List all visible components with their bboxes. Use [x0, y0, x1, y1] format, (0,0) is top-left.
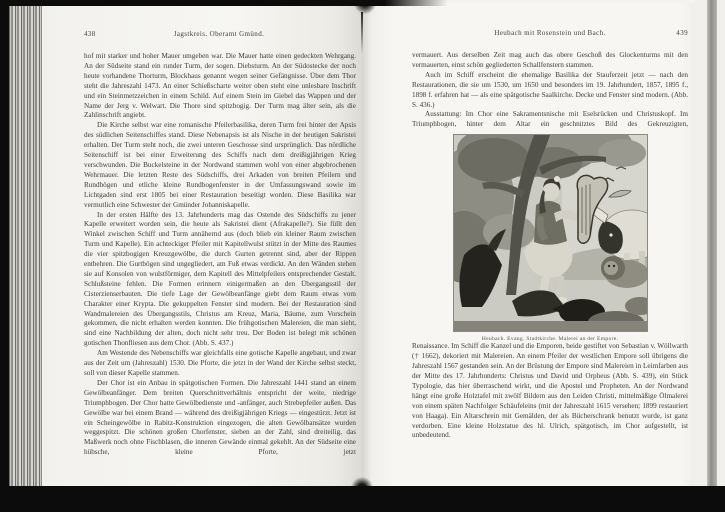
book-cover-edge-right: [707, 0, 717, 486]
figure-caption: Heubach. Evang. Stadtkirche. Malerei an der Empore.: [481, 336, 619, 343]
page-number-left: 438: [84, 30, 96, 38]
paragraph: Am Westende des Nebenschiffs war gleichfalls eine gotische Kapelle angebaut, und zwar aus der Zeit um (Jahreszahl) 1530. Die Pforte, die jetzt in der Wand der Kirche selbst steckt, soll von dieser Kapelle stammen.: [84, 349, 356, 377]
paragraph: Ausstattung: Im Chor eine Sakramentsnische mit Eselsrücken und Christuskopf. Im Triumphbogen, hinter dem Altar ein geschnitztes Bild des Gekreuzigten,: [412, 110, 688, 129]
right-page-header: [412, 29, 688, 41]
paragraph: hof mit starker und hoher Mauer umgeben war. Die Mauer hatte einen gedeckten Wehrgang. An der Südseite stand ein runder Turm, der sogen. Diebsturm. An der Südostecke der noch heute vorhandene Thorturm, Blockhaus genannt wegen seiner Gefängnisse. Über dem Thor steht die Jahreszahl 1473. An einer Schießscharte weiter oben steht eine unlesbare Inschrift und ein Steinmetzzeichen in einem Schild. Auf einem Stein im Giebel das Wappen und der Name der Jerg v. Welwart. Die Thore sind spitzbogig. Der Turm mag älter sein, als die Zahlinschrift angiebt.: [84, 52, 356, 120]
scan-frame-left: [0, 0, 9, 486]
left-page-header: [84, 30, 354, 42]
page-stack-edge-left: [9, 4, 43, 486]
right-page: [362, 3, 695, 486]
scan-frame-top: [0, 0, 450, 6]
paragraph: Die Kirche selbst war eine romanische Pfeilerbasilika, deren Turm frei hinter der Apsis des südlichen Seitenschiffes stand. Diese Nebenapsis ist als Nische in der heutigen Sakristei erhalten. Der Turm steht noch, die zwei unteren Geschosse sind ursprünglich. Das nördliche Seitenschiff ist bei einer Erweiterung des Schiffs nach dem dreißigjährigen Krieg verschwunden. Die Buckelsteine in der Nordwand stammen wohl von einer abgebrochenen Wehrmauer. Die letzten Reste des Südschiffs, drei Arkaden von breiten Pfeilern und Rundbögen und etliche kleine Rundbogenfenster in der Umfassungswand sowie im Lichtgaden sind erst 1805 bei einer Restauration beseitigt worden. Diese Basilika war vermutlich eine Schwester der Gmünder Johanniskapelle.: [84, 121, 356, 209]
page-number-right: 439: [676, 29, 688, 37]
left-page: [42, 6, 362, 486]
paragraph: Der Chor ist ein Anbau in spätgotischen Formen. Die Jahreszahl 1441 stand an einem Gewölbeanfänger. Dem breiten Querschnittverhältnis entspricht der weite, niedrige Triumphbogen. Der Chor hatte Gewölbedienste und -anfänger, auch Strebepfeiler außen. Das Gewölbe war bei einem Brand — während des dreißigjährigen Kriegs — eingestürzt. Jetzt ist ein Scheingewölbe in Rabitz-Konstruktion eingezogen, die alten Gewölbansätze wurden weggespitzt. Die schönen großen Chorfenster, sieben an der Zahl, sind dreiteilig, das Maßwerk noch ohne Fischblasen, die inneren Gewände einmal gekehlt. An der Südseite eine hübsche, kleine Pforte, jetzt: [84, 378, 356, 457]
right-page-text: [412, 51, 688, 441]
paragraph: Auch im Schiff erscheint die ehemalige Basilika der Stauferzeit jetzt — nach den Restaurationen, die sie um 1530, um 1650 und besonders im 19. Jahrhundert, 1857, 1895 f., 1898 f. erfahren hat — als eine spätgotische Saalkirche. Decke und Fenster sind modern. (Abb. S. 436.): [412, 70, 688, 109]
scan-frame-bottom: [0, 486, 725, 512]
left-page-text: [84, 52, 356, 458]
book-gutter-line: [361, 12, 363, 54]
paragraph: Renaissance. Im Schiff die Kanzel und die Emporen, beide gestiftet von Sebastian v. Wöllwarth († 1662), dekoriert mit Malereien. An einem Pfeiler der westlichen Empore soll übrigens die Jahreszahl 1567 gestanden sein. An der Brüstung der Empore sind Malereien in Leimfarben aus der Mitte des 17. Jahrhunderts: Christus und David und Orpheus (Abb. S. 439), ein Stück Typologie, das hier überraschend wirkt, und die Apostel und Propheten. An der Nordwand hängt eine große Holztafel mit zwölf Bildern aus den Leiden Christi, mittelmäßige Ölmalerei von einem späten Nachfolger Schäufeleins (mit der Jahreszahl 1615 versehen; 1899 restauriert von Haaga). Ein Altarschrein mit Gemälden, der als Bücherschrank benutzt wurde, ist ganz verdorben. Eine kleine Holzstatue des hl. Ulrich, spätgotisch, im Chor aufgestellt, ist unbedeutend.: [412, 342, 688, 440]
figure-empore-painting: [453, 134, 648, 342]
orpheus-painting-image: [453, 134, 648, 332]
running-header-right: Heubach mit Rosenstein und Bach.: [494, 29, 606, 37]
paragraph: vermauert. Aus derselben Zeit mag auch das obere Geschoß des Glockenturms mit den vermauerten, einst schön gegliederten Schallfenstern stammen.: [412, 51, 688, 69]
paragraph: In der ersten Hälfte des 13. Jahrhunderts mag das Ostende des Südschiffs zu jener Kapelle erweitert worden sein, die heute als Sakristei dient (Afrakapelle?). Sie füllt den Winkel zwischen Schiff und Turm annähernd aus (doch blieb ein kleiner Raum zwischen Turm und Kapelle). Ein achteckiger Pfeiler mit Kapitellwulst stützt in der Mitte des Raumes die vier spitzbogigen Kreuzgewölbe, die durch Gurten getrennt sind, aber der Rippen entbehren. Die Gurtbögen sind ungegliedert, am Fuß etwas verdickt. An den Wänden stehen sie auf Konsolen von wulstförmiger, dem Kapitell des Mittelpfeilers entsprechender Gestalt. Schlußsteine fehlen. Die Formen erinnern einigermaßen an den Übergangsstil der Cisterzienserbauten. Die tiefe Lage der Gewölbeanfänge giebt dem Raum etwas vom Charakter einer Krypta. Die gekuppelten Fenster sind modern. Bei der Restauration sind Wandmalereien des Übergangsstils, Christus am Kreuz, Maria, Bäume, zum Vorschein gekommen, die nicht erhalten werden konnten. Die frühgotischen Malereien, die man sieht, sind eine Nachbildung der alten, doch nicht sehr treu. Der Boden ist belegt mit schönen gotischen Thonfliesen aus dem Chor. (Abb. S. 437.): [84, 210, 356, 348]
running-header-left: Jagstkreis. Oberamt Gmünd.: [173, 30, 265, 38]
